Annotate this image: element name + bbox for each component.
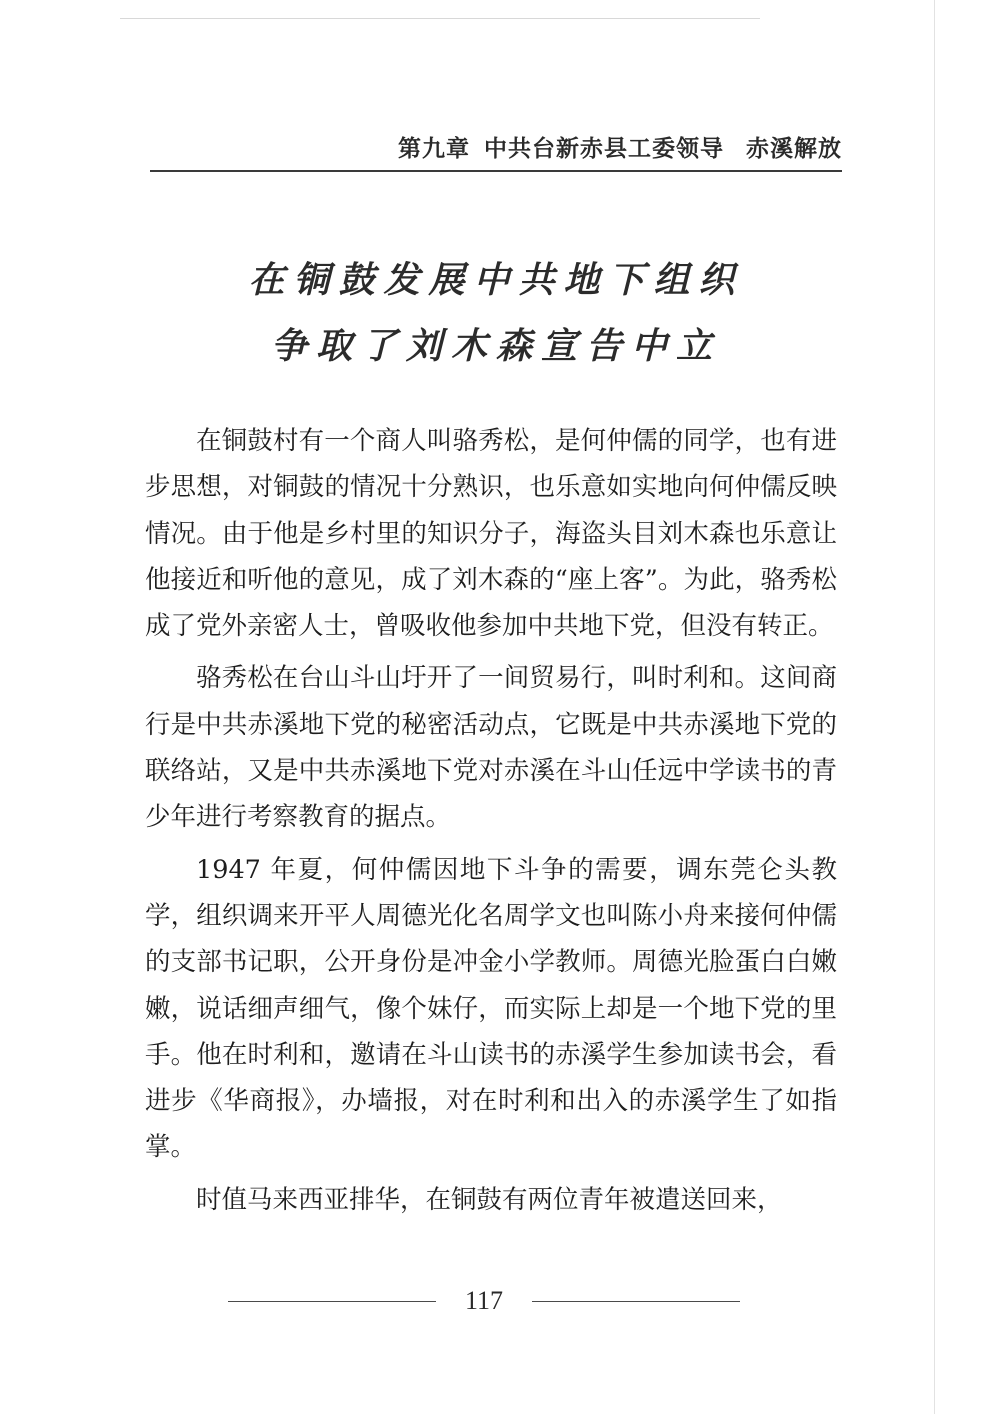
page-footer — [228, 1284, 740, 1318]
paragraph: 在铜鼓村有一个商人叫骆秀松，是何仲儒的同学，也有进步思想，对铜鼓的情况十分熟识，也乐意如实地向何仲儒反映情况。由于他是乡村里的知识分子，海盗头目刘木森也乐意让他接近和听他的意见，成了刘木森的“座上客”。为此，骆秀松成了党外亲密人士，曾吸收他参加中共地下党，但没有转正。 — [145, 426, 837, 642]
scan-edge-right — [934, 0, 935, 1414]
running-head-chapter-title: 中共台新赤县工委领导 — [484, 136, 724, 162]
title-line-1: 在铜鼓发展中共地下组织 — [248, 260, 744, 301]
paragraph: 时值马来西亚排华，在铜鼓有两位青年被遣送回来， — [196, 1184, 783, 1215]
page-number: 117 — [464, 1286, 504, 1315]
scan-edge-top — [120, 18, 760, 19]
article-title — [150, 248, 842, 380]
title-line-2: 争取了刘木森宣告中立 — [270, 326, 721, 367]
running-head-section: 赤溪解放 — [746, 136, 842, 162]
footer-rule-right — [532, 1301, 740, 1302]
article-body — [145, 418, 837, 1229]
header-rule — [150, 170, 842, 172]
running-head-chapter: 第九章 — [398, 136, 470, 162]
paragraph: 1947 年夏，何仲儒因地下斗争的需要，调东莞仑头教学，组织调来开平人周德光化名周学文也叫陈小舟来接何仲儒的支部书记职，公开身份是冲金小学教师。周德光脸蛋白白嫩嫩，说话细声细气，像个妹仔，而实际上却是一个地下党的里手。他在时利和，邀请在斗山读书的赤溪学生参加读书会，看进步《华商报》，办墙报，对在时利和出入的赤溪学生了如指掌。 — [145, 854, 837, 1163]
running-head — [150, 130, 842, 163]
paragraph: 骆秀松在台山斗山圩开了一间贸易行，叫时利和。这间商行是中共赤溪地下党的秘密活动点，它既是中共赤溪地下党的联络站，又是中共赤溪地下党对赤溪在斗山任远中学读书的青少年进行考察教育的据点。 — [145, 663, 837, 833]
